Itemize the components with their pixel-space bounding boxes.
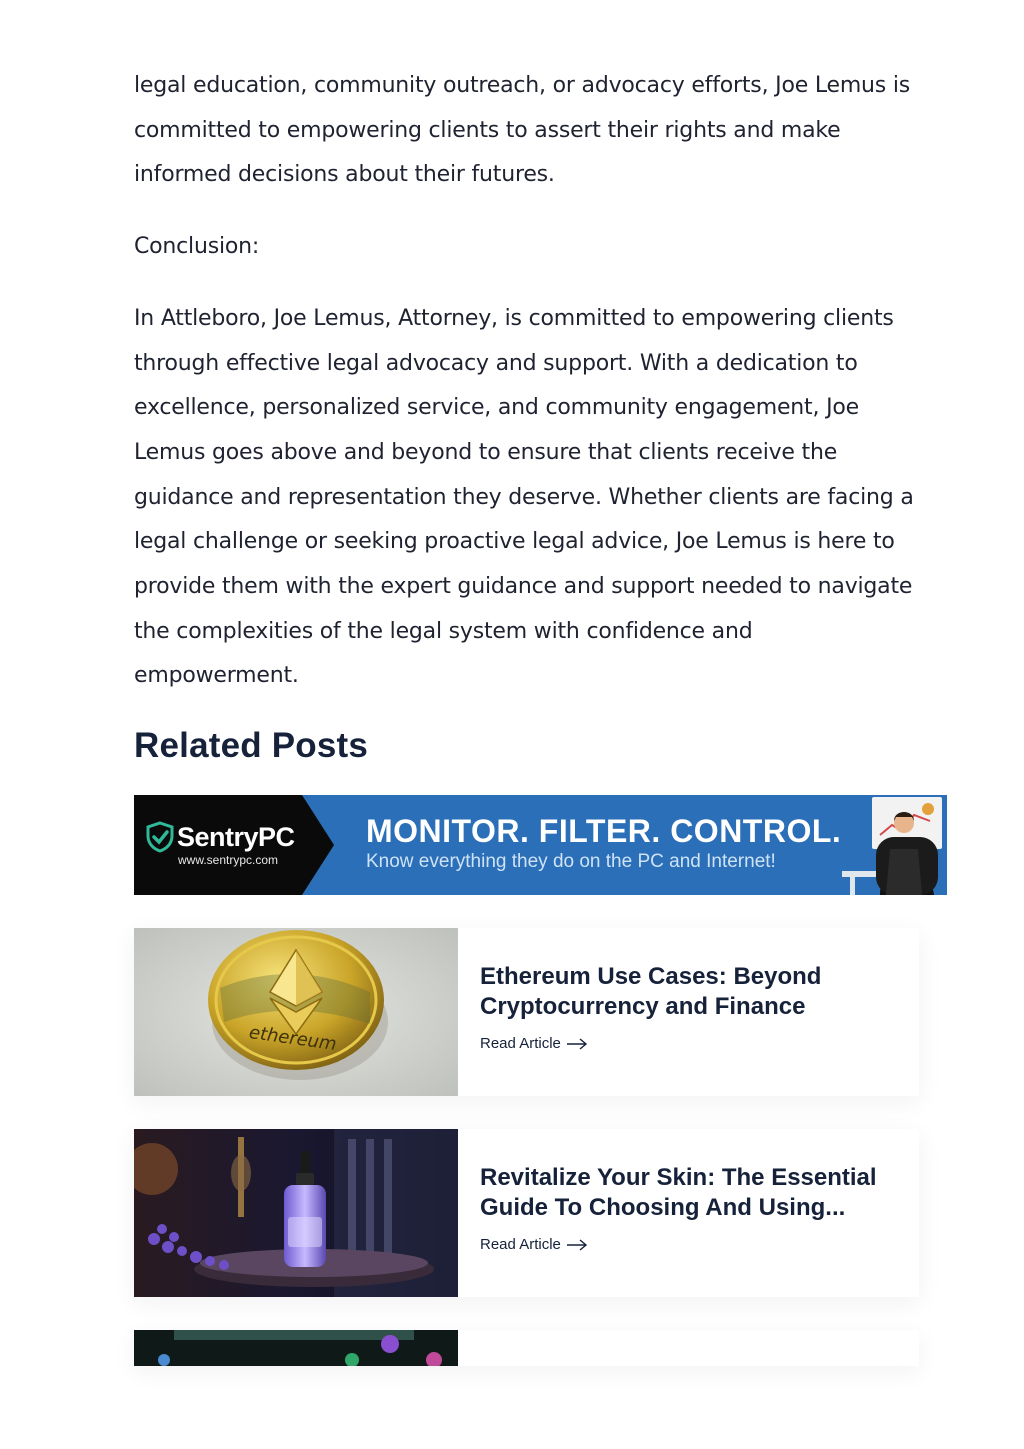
sentrypc-banner-ad[interactable] — [134, 795, 947, 895]
ethereum-coin-illustration — [134, 928, 458, 1096]
read-article-label[interactable]: Read Article — [480, 1236, 561, 1253]
banner-subline: Know everything they do on the PC and Internet! — [366, 851, 776, 872]
logo-brand-text: SentryPC — [177, 821, 295, 852]
article-paragraph: legal education, community outreach, or advocacy efforts, Joe Lemus is committed to empowering clients to assert their rights and make informed decisions about their futures. — [134, 73, 911, 188]
serum-bottle-image[interactable] — [134, 1129, 458, 1297]
conclusion-heading: Conclusion: — [134, 234, 260, 260]
related-post-card[interactable] — [134, 1129, 919, 1297]
person-at-computer-illustration — [842, 795, 947, 895]
related-post-card[interactable] — [134, 1330, 919, 1366]
ethereum-coin-image[interactable] — [134, 928, 458, 1096]
article-body — [134, 64, 914, 699]
article-paragraph: In Attleboro, Joe Lemus, Attorney, is committed to empowering clients through effective legal advocacy and support. With a dedication to excellence, personalized service, and community engagement, Joe Lemus goes above and beyond to ensure that clients receive the guidance and representation they deserve. Whether clients are facing a legal challenge or seeking proactive legal advice, Joe Lemus is here to provide them with the expert guidance and support needed to navigate the complexities of the legal system with confidence and empowerment. — [134, 305, 914, 689]
card-title[interactable]: Revitalize Your Skin: The Essential Guide To Choosing And Using... — [480, 1164, 877, 1221]
arrow-right-icon — [566, 1038, 588, 1050]
card-title[interactable]: Ethereum Use Cases: Beyond Cryptocurrency and Finance — [480, 963, 822, 1020]
banner-headline: MONITOR. FILTER. CONTROL. — [366, 813, 842, 849]
read-article-label[interactable]: Read Article — [480, 1035, 561, 1052]
sentrypc-logo — [146, 821, 295, 853]
card-body — [458, 1129, 919, 1297]
shield-check-icon — [146, 821, 174, 853]
post-thumbnail-illustration — [134, 1330, 458, 1366]
card-body — [458, 928, 919, 1096]
arrow-right-icon — [566, 1239, 588, 1251]
serum-bottle-illustration — [134, 1129, 458, 1297]
related-post-card[interactable] — [134, 928, 919, 1096]
coin-lettering: ethereum — [247, 1022, 338, 1056]
related-posts-heading: Related Posts — [134, 726, 369, 765]
logo-url: www.sentrypc.com — [178, 853, 279, 867]
post-thumbnail-image[interactable] — [134, 1330, 458, 1366]
read-article-link[interactable] — [480, 1236, 897, 1253]
read-article-link[interactable] — [480, 1035, 897, 1052]
